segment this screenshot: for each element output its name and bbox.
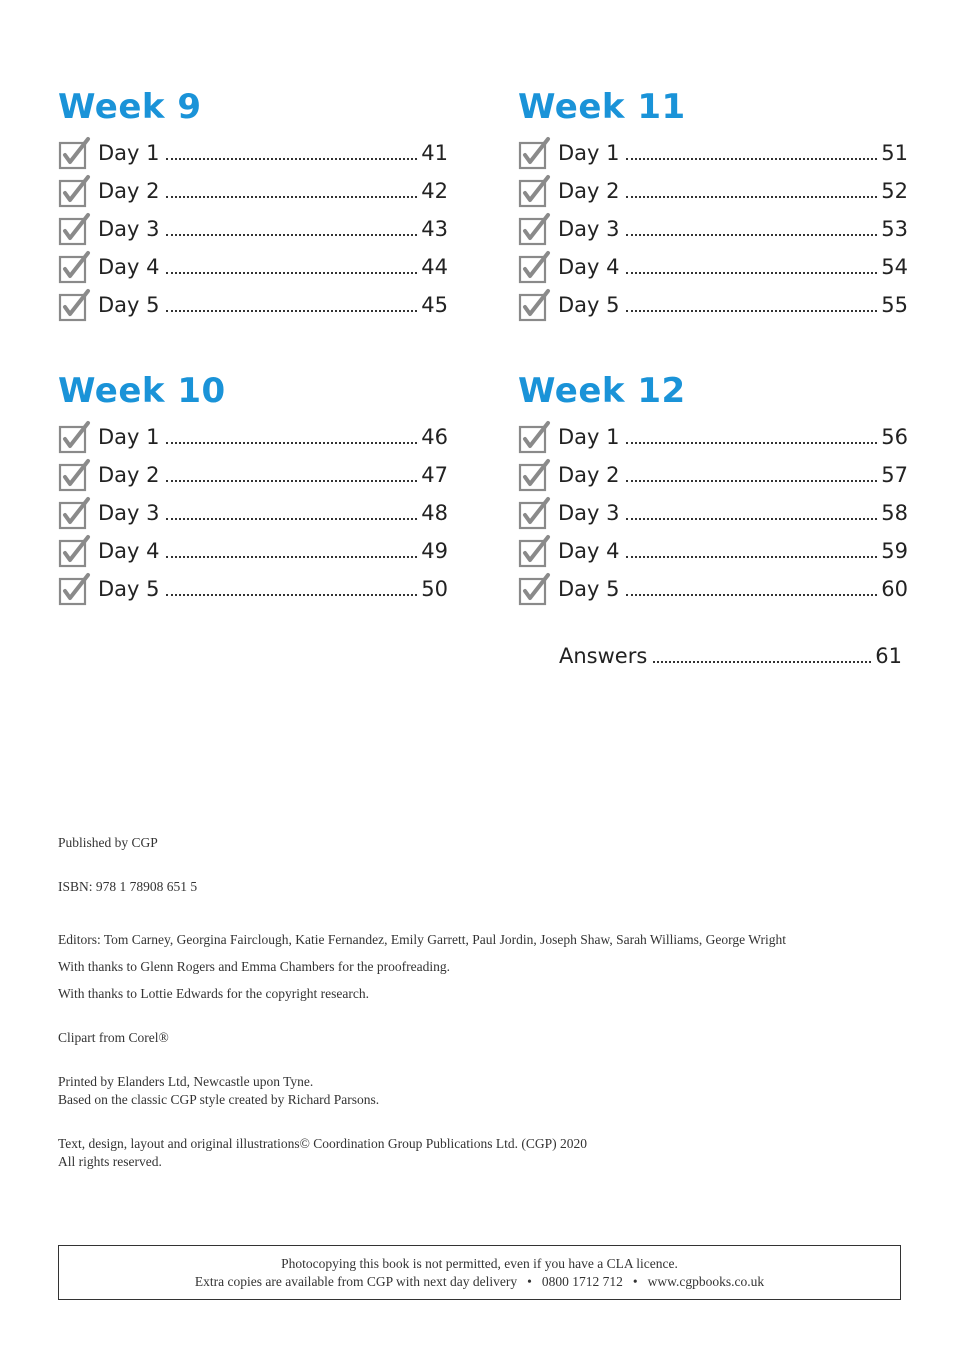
dot-leader — [166, 594, 418, 596]
rights-line: All rights reserved. — [58, 1154, 162, 1169]
dot-leader — [626, 518, 878, 520]
dot-leader — [166, 556, 418, 558]
day-label: Day 5 — [558, 577, 620, 601]
notice-website: www.cgpbooks.co.uk — [647, 1274, 765, 1289]
tick-checkbox-icon — [518, 532, 558, 570]
day-entry — [58, 418, 448, 456]
day-page-number: 41 — [421, 141, 448, 165]
day-page-number: 49 — [421, 539, 448, 563]
tick-checkbox-icon — [58, 172, 98, 210]
day-text — [98, 425, 448, 449]
week-title: Week 12 — [518, 371, 686, 411]
day-label: Day 3 — [558, 217, 620, 241]
day-text — [558, 539, 908, 563]
answers-page-number: 61 — [875, 644, 902, 668]
day-text — [98, 217, 448, 241]
week-title: Week 9 — [58, 87, 202, 127]
answers-entry — [559, 644, 902, 668]
dot-leader — [166, 196, 418, 198]
day-page-number: 54 — [881, 255, 908, 279]
day-entry — [58, 172, 448, 210]
day-entry — [518, 172, 908, 210]
day-page-number: 51 — [881, 141, 908, 165]
day-entry — [518, 134, 908, 172]
day-page-number: 42 — [421, 179, 448, 203]
day-page-number: 46 — [421, 425, 448, 449]
day-label: Day 5 — [558, 293, 620, 317]
dot-leader — [626, 158, 878, 160]
week-title: Week 11 — [518, 87, 686, 127]
dot-leader — [626, 594, 878, 596]
day-page-number: 53 — [881, 217, 908, 241]
copyright-research-thanks: With thanks to Lottie Edwards for the copyright research. — [58, 986, 369, 1001]
day-label: Day 1 — [98, 141, 160, 165]
printer-line: Printed by Elanders Ltd, Newcastle upon Tyne. — [58, 1074, 314, 1089]
day-label: Day 4 — [558, 539, 620, 563]
day-page-number: 58 — [881, 501, 908, 525]
dot-leader — [166, 480, 418, 482]
bullet-separator: • — [632, 1274, 638, 1289]
day-entry — [518, 570, 908, 608]
tick-checkbox-icon — [518, 456, 558, 494]
dot-leader — [166, 234, 418, 236]
tick-checkbox-icon — [518, 286, 558, 324]
day-text — [98, 501, 448, 525]
day-list — [518, 418, 908, 608]
week-10-section — [58, 370, 448, 608]
dot-leader — [626, 196, 878, 198]
day-page-number: 57 — [881, 463, 908, 487]
dot-leader — [626, 272, 878, 274]
notice-line-2 — [59, 1273, 900, 1291]
week-11-section — [518, 86, 908, 324]
publisher-line: Published by CGP — [58, 835, 158, 850]
day-text — [558, 463, 908, 487]
dot-leader — [166, 310, 418, 312]
day-label: Day 1 — [558, 141, 620, 165]
answers-label: Answers — [559, 644, 648, 668]
week-9-section — [58, 86, 448, 324]
day-text — [98, 179, 448, 203]
day-page-number: 59 — [881, 539, 908, 563]
day-label: Day 4 — [98, 255, 160, 279]
day-text — [98, 463, 448, 487]
notice-phone: 0800 1712 712 — [541, 1274, 623, 1289]
day-text — [558, 217, 908, 241]
day-label: Day 2 — [558, 179, 620, 203]
day-label: Day 4 — [558, 255, 620, 279]
tick-checkbox-icon — [518, 134, 558, 172]
copyright-line: Text, design, layout and original illustrations© Coordination Group Publications Ltd. (CGP) 2020 — [58, 1136, 588, 1151]
day-entry — [58, 532, 448, 570]
day-entry — [58, 134, 448, 172]
day-label: Day 4 — [98, 539, 160, 563]
tick-checkbox-icon — [518, 418, 558, 456]
day-page-number: 55 — [881, 293, 908, 317]
tick-checkbox-icon — [58, 248, 98, 286]
day-text — [98, 539, 448, 563]
day-label: Day 2 — [98, 179, 160, 203]
dot-leader — [166, 518, 418, 520]
tick-checkbox-icon — [58, 210, 98, 248]
tick-checkbox-icon — [518, 494, 558, 532]
tick-checkbox-icon — [518, 210, 558, 248]
style-credit: Based on the classic CGP style created by Richard Parsons. — [58, 1092, 380, 1107]
dot-leader — [626, 442, 878, 444]
day-page-number: 47 — [421, 463, 448, 487]
credits-block — [58, 834, 918, 1171]
tick-checkbox-icon — [518, 248, 558, 286]
day-entry — [58, 210, 448, 248]
day-entry — [58, 456, 448, 494]
day-label: Day 3 — [98, 217, 160, 241]
day-entry — [518, 456, 908, 494]
day-text — [558, 255, 908, 279]
tick-checkbox-icon — [58, 134, 98, 172]
day-entry — [58, 248, 448, 286]
day-entry — [518, 286, 908, 324]
tick-checkbox-icon — [518, 570, 558, 608]
notice-delivery-text: Extra copies are available from CGP with next day delivery — [194, 1274, 518, 1289]
tick-checkbox-icon — [58, 494, 98, 532]
day-list — [58, 418, 448, 608]
proofreading-thanks: With thanks to Glenn Rogers and Emma Chambers for the proofreading. — [58, 959, 450, 974]
day-entry — [58, 286, 448, 324]
day-page-number: 60 — [881, 577, 908, 601]
day-text — [558, 577, 908, 601]
tick-checkbox-icon — [58, 456, 98, 494]
tick-checkbox-icon — [58, 418, 98, 456]
isbn-line: ISBN: 978 1 78908 651 5 — [58, 879, 198, 894]
day-page-number: 52 — [881, 179, 908, 203]
editors-line: Editors: Tom Carney, Georgina Fairclough, Katie Fernandez, Emily Garrett, Paul Jordin, Joseph Shaw, Sarah Williams, George Wright — [58, 932, 786, 947]
dot-leader — [626, 556, 878, 558]
day-label: Day 1 — [98, 425, 160, 449]
day-text — [558, 179, 908, 203]
dot-leader — [166, 158, 418, 160]
day-text — [98, 293, 448, 317]
day-text — [98, 141, 448, 165]
day-page-number: 56 — [881, 425, 908, 449]
day-label: Day 3 — [98, 501, 160, 525]
day-page-number: 50 — [421, 577, 448, 601]
tick-checkbox-icon — [58, 532, 98, 570]
photocopy-notice — [58, 1245, 901, 1300]
day-entry — [58, 494, 448, 532]
day-label: Day 2 — [558, 463, 620, 487]
day-label: Day 2 — [98, 463, 160, 487]
day-entry — [518, 210, 908, 248]
day-label: Day 5 — [98, 577, 160, 601]
day-label: Day 5 — [98, 293, 160, 317]
day-page-number: 48 — [421, 501, 448, 525]
day-entry — [518, 248, 908, 286]
day-text — [558, 293, 908, 317]
day-page-number: 45 — [421, 293, 448, 317]
clipart-credit: Clipart from Corel® — [58, 1030, 169, 1045]
day-list — [518, 134, 908, 324]
dot-leader — [653, 661, 871, 663]
dot-leader — [166, 272, 418, 274]
bullet-separator: • — [527, 1274, 532, 1289]
dot-leader — [626, 234, 878, 236]
day-list — [58, 134, 448, 324]
day-page-number: 43 — [421, 217, 448, 241]
tick-checkbox-icon — [58, 570, 98, 608]
day-label: Day 1 — [558, 425, 620, 449]
dot-leader — [166, 442, 418, 444]
day-text — [558, 141, 908, 165]
dot-leader — [626, 310, 878, 312]
week-title: Week 10 — [58, 371, 226, 411]
day-text — [558, 501, 908, 525]
tick-checkbox-icon — [518, 172, 558, 210]
notice-line-1: Photocopying this book is not permitted, even if you have a CLA licence. — [281, 1256, 678, 1271]
tick-checkbox-icon — [58, 286, 98, 324]
dot-leader — [626, 480, 878, 482]
day-entry — [518, 532, 908, 570]
day-text — [98, 255, 448, 279]
day-label: Day 3 — [558, 501, 620, 525]
day-page-number: 44 — [421, 255, 448, 279]
week-12-section — [518, 370, 908, 608]
day-text — [558, 425, 908, 449]
day-text — [98, 577, 448, 601]
day-entry — [58, 570, 448, 608]
day-entry — [518, 494, 908, 532]
day-entry — [518, 418, 908, 456]
